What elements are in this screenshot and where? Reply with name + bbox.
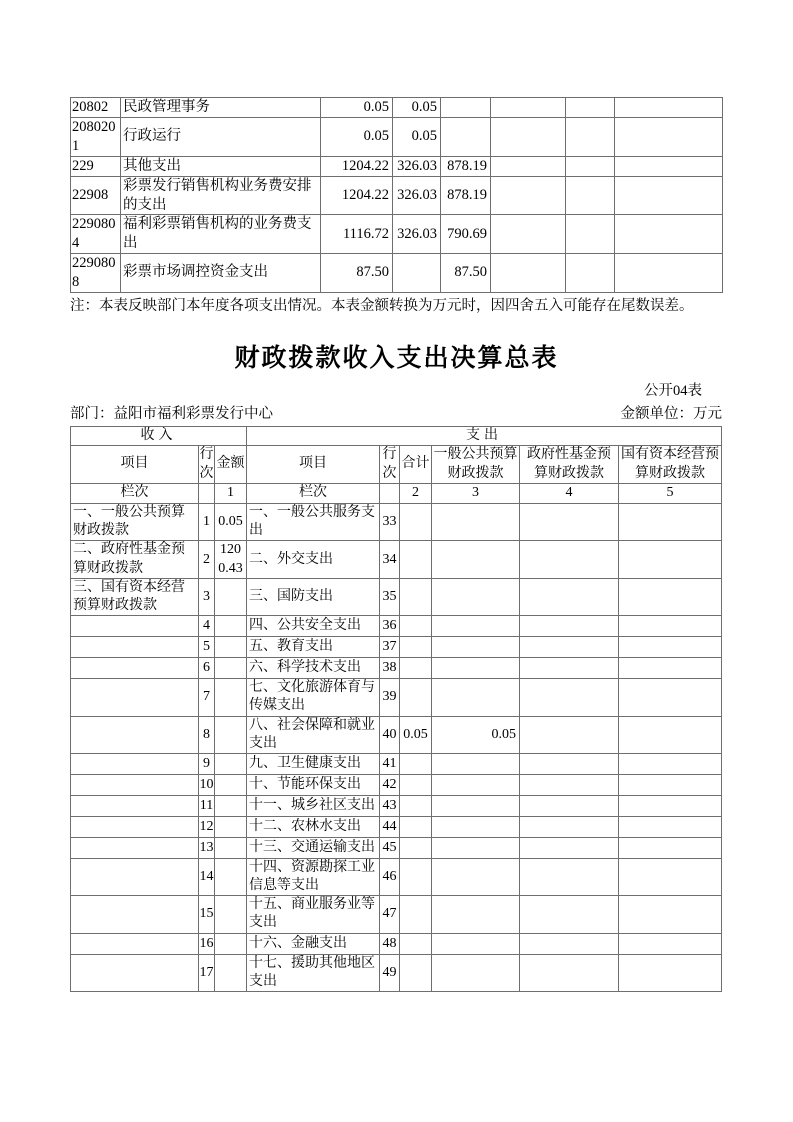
income-amount-header: 金额 xyxy=(215,446,247,484)
total-cell xyxy=(400,816,432,837)
state-capital-cell xyxy=(619,816,722,837)
expenditure-rowno-cell: 46 xyxy=(380,858,400,895)
income-amount-cell xyxy=(215,637,247,658)
expenditure-item-cell: 一、一般公共服务支出 xyxy=(247,504,380,541)
general-budget-cell xyxy=(432,541,520,578)
general-budget-cell xyxy=(432,616,520,637)
total-cell xyxy=(400,858,432,895)
total-cell xyxy=(400,616,432,637)
department-label: 部门：益阳市福利彩票发行中心 xyxy=(70,405,273,422)
table-row xyxy=(71,795,722,816)
expenditure-rowno-cell: 47 xyxy=(380,896,400,933)
amount-total-cell: 1204.22 xyxy=(321,176,393,215)
expenditure-rowno-cell: 40 xyxy=(380,716,400,753)
expenditure-rowno-cell: 38 xyxy=(380,658,400,679)
income-rowno-cell: 13 xyxy=(199,837,215,858)
budget-code-cell: 2290804 xyxy=(71,215,121,254)
income-item-cell xyxy=(71,753,199,774)
total-header: 合计 xyxy=(400,446,432,484)
general-budget-cell xyxy=(432,504,520,541)
table-row xyxy=(71,933,722,954)
fiscal-allocation-summary-table xyxy=(70,426,722,992)
empty-header-cell xyxy=(380,484,400,504)
amount-fund-cell: 878.19 xyxy=(441,156,491,176)
column-index-row xyxy=(71,484,722,504)
gov-fund-cell xyxy=(520,954,619,991)
table-row xyxy=(71,637,722,658)
income-amount-cell xyxy=(215,679,247,716)
income-item-cell xyxy=(71,816,199,837)
income-rowno-cell: 8 xyxy=(199,716,215,753)
state-capital-cell xyxy=(619,753,722,774)
budget-code-cell: 229 xyxy=(71,156,121,176)
empty-cell xyxy=(566,176,615,215)
amount-fund-cell xyxy=(441,98,491,118)
budget-code-cell: 2290808 xyxy=(71,254,121,293)
general-budget-cell xyxy=(432,753,520,774)
income-rowno-cell: 6 xyxy=(199,658,215,679)
income-rowno-cell: 16 xyxy=(199,933,215,954)
income-item-cell xyxy=(71,679,199,716)
gov-fund-cell xyxy=(520,933,619,954)
state-capital-header: 国有资本经营预算财政拨款 xyxy=(619,446,722,484)
gov-fund-cell xyxy=(520,658,619,679)
income-item-cell xyxy=(71,658,199,679)
gov-fund-cell xyxy=(520,795,619,816)
expenditure-rowno-cell: 48 xyxy=(380,933,400,954)
total-cell xyxy=(400,637,432,658)
general-budget-cell xyxy=(432,637,520,658)
column-number: 3 xyxy=(432,484,520,504)
income-rowno-cell: 12 xyxy=(199,816,215,837)
state-capital-cell xyxy=(619,504,722,541)
income-amount-cell xyxy=(215,658,247,679)
expenditure-group-header: 支出 xyxy=(247,426,722,445)
table-row xyxy=(71,254,723,293)
income-item-cell xyxy=(71,858,199,895)
expenditure-rowno-cell: 42 xyxy=(380,774,400,795)
income-rowno-cell: 10 xyxy=(199,774,215,795)
expenditure-item-header: 项目 xyxy=(247,446,380,484)
expenditure-rowno-header: 行次 xyxy=(380,446,400,484)
income-item-cell xyxy=(71,616,199,637)
total-cell xyxy=(400,753,432,774)
state-capital-cell xyxy=(619,774,722,795)
state-capital-cell xyxy=(619,858,722,895)
income-item-cell xyxy=(71,774,199,795)
general-budget-cell xyxy=(432,658,520,679)
state-capital-cell xyxy=(619,679,722,716)
expenditure-rowno-cell: 37 xyxy=(380,637,400,658)
empty-cell xyxy=(491,254,566,293)
amount-fund-cell: 790.69 xyxy=(441,215,491,254)
expenditure-item-cell: 四、公共安全支出 xyxy=(247,616,380,637)
gov-fund-cell xyxy=(520,753,619,774)
general-budget-cell xyxy=(432,954,520,991)
state-capital-cell xyxy=(619,616,722,637)
income-amount-cell xyxy=(215,933,247,954)
income-amount-cell xyxy=(215,837,247,858)
income-rowno-cell: 1 xyxy=(199,504,215,541)
state-capital-cell xyxy=(619,658,722,679)
income-item-cell xyxy=(71,954,199,991)
gov-fund-cell xyxy=(520,774,619,795)
income-item-cell xyxy=(71,896,199,933)
table-row xyxy=(71,541,722,578)
income-amount-cell xyxy=(215,753,247,774)
total-cell xyxy=(400,933,432,954)
total-cell xyxy=(400,896,432,933)
column-number: 2 xyxy=(400,484,432,504)
gov-fund-cell xyxy=(520,716,619,753)
income-rowno-cell: 9 xyxy=(199,753,215,774)
table-meta-row xyxy=(70,402,722,423)
item-name-cell: 其他支出 xyxy=(121,156,321,176)
income-item-cell xyxy=(71,933,199,954)
income-amount-cell: 1200.43 xyxy=(215,541,247,578)
table-row xyxy=(71,858,722,895)
page-title: 财政拨款收入支出决算总表 xyxy=(234,343,559,372)
expenditure-rowno-cell: 41 xyxy=(380,753,400,774)
gov-fund-cell xyxy=(520,837,619,858)
total-cell xyxy=(400,837,432,858)
header-group-row xyxy=(71,426,722,445)
table-row xyxy=(71,98,723,118)
table-row xyxy=(71,837,722,858)
empty-cell xyxy=(615,156,723,176)
amount-total-cell: 1204.22 xyxy=(321,156,393,176)
item-name-cell: 民政管理事务 xyxy=(121,98,321,118)
budget-code-cell: 22908 xyxy=(71,176,121,215)
table-row xyxy=(71,679,722,716)
amount-fund-cell xyxy=(441,118,491,157)
empty-cell xyxy=(566,254,615,293)
lanci-label: 栏次 xyxy=(71,484,199,504)
state-capital-cell xyxy=(619,933,722,954)
expenditure-item-cell: 十六、金融支出 xyxy=(247,933,380,954)
expenditure-rowno-cell: 34 xyxy=(380,541,400,578)
table-row xyxy=(71,578,722,615)
income-item-cell xyxy=(71,837,199,858)
income-item-cell xyxy=(71,795,199,816)
table-note: 注：本表反映部门本年度各项支出情况。本表金额转换为万元时，因四舍五入可能存在尾数误差。 xyxy=(70,297,694,314)
gov-fund-cell xyxy=(520,637,619,658)
general-budget-cell xyxy=(432,578,520,615)
empty-cell xyxy=(566,98,615,118)
expenditure-item-cell: 七、文化旅游体育与传媒支出 xyxy=(247,679,380,716)
empty-cell xyxy=(615,254,723,293)
amount-total-cell: 0.05 xyxy=(321,98,393,118)
general-budget-cell xyxy=(432,896,520,933)
income-amount-cell xyxy=(215,816,247,837)
income-amount-cell: 0.05 xyxy=(215,504,247,541)
expenditure-item-cell: 十四、资源勘探工业信息等支出 xyxy=(247,858,380,895)
income-item-cell: 一、一般公共预算财政拨款 xyxy=(71,504,199,541)
state-capital-cell xyxy=(619,896,722,933)
gov-fund-cell xyxy=(520,858,619,895)
expenditure-item-cell: 十、节能环保支出 xyxy=(247,774,380,795)
item-name-cell: 福利彩票销售机构的业务费支出 xyxy=(121,215,321,254)
state-capital-cell xyxy=(619,837,722,858)
empty-cell xyxy=(566,215,615,254)
expenditure-item-cell: 十三、交通运输支出 xyxy=(247,837,380,858)
gov-fund-cell xyxy=(520,679,619,716)
table-row xyxy=(71,616,722,637)
table-row xyxy=(71,215,723,254)
gov-fund-cell xyxy=(520,896,619,933)
table-row xyxy=(71,118,723,157)
income-group-header: 收入 xyxy=(71,426,247,445)
table-row xyxy=(71,896,722,933)
income-rowno-cell: 17 xyxy=(199,954,215,991)
amount-general-cell: 326.03 xyxy=(393,215,441,254)
empty-cell xyxy=(491,156,566,176)
state-capital-cell xyxy=(619,795,722,816)
table-row xyxy=(71,753,722,774)
expenditure-item-cell: 六、科学技术支出 xyxy=(247,658,380,679)
income-rowno-cell: 7 xyxy=(199,679,215,716)
table-row xyxy=(71,176,723,215)
amount-total-cell: 0.05 xyxy=(321,118,393,157)
state-capital-cell xyxy=(619,578,722,615)
income-rowno-cell: 15 xyxy=(199,896,215,933)
state-capital-cell xyxy=(619,541,722,578)
item-name-cell: 彩票市场调控资金支出 xyxy=(121,254,321,293)
empty-header-cell xyxy=(199,484,215,504)
income-rowno-cell: 3 xyxy=(199,578,215,615)
table-row xyxy=(71,658,722,679)
column-number: 1 xyxy=(215,484,247,504)
expenditure-item-cell: 十二、农林水支出 xyxy=(247,816,380,837)
table-code-label: 公开04表 xyxy=(644,382,702,399)
state-capital-cell xyxy=(619,716,722,753)
expenditure-item-cell: 九、卫生健康支出 xyxy=(247,753,380,774)
expenditure-item-cell: 五、教育支出 xyxy=(247,637,380,658)
expenditure-detail-table xyxy=(70,97,723,293)
empty-cell xyxy=(615,176,723,215)
expenditure-rowno-cell: 43 xyxy=(380,795,400,816)
total-cell xyxy=(400,578,432,615)
amount-total-cell: 87.50 xyxy=(321,254,393,293)
table-row xyxy=(71,156,723,176)
gov-fund-cell xyxy=(520,578,619,615)
expenditure-item-cell: 十五、商业服务业等支出 xyxy=(247,896,380,933)
unit-label: 金额单位：万元 xyxy=(620,405,722,422)
gov-fund-cell xyxy=(520,541,619,578)
income-rowno-cell: 14 xyxy=(199,858,215,895)
expenditure-item-cell: 二、外交支出 xyxy=(247,541,380,578)
income-amount-cell xyxy=(215,795,247,816)
income-item-cell xyxy=(71,637,199,658)
amount-general-cell: 0.05 xyxy=(393,98,441,118)
general-budget-header: 一般公共预算财政拨款 xyxy=(432,446,520,484)
amount-general-cell: 326.03 xyxy=(393,156,441,176)
empty-cell xyxy=(615,215,723,254)
income-rowno-cell: 5 xyxy=(199,637,215,658)
gov-fund-cell xyxy=(520,816,619,837)
empty-cell xyxy=(615,98,723,118)
budget-code-cell: 2080201 xyxy=(71,118,121,157)
amount-total-cell: 1116.72 xyxy=(321,215,393,254)
income-amount-cell xyxy=(215,954,247,991)
income-amount-cell xyxy=(215,716,247,753)
table-row xyxy=(71,504,722,541)
expenditure-rowno-cell: 44 xyxy=(380,816,400,837)
gov-fund-cell xyxy=(520,504,619,541)
expenditure-item-cell: 十七、援助其他地区支出 xyxy=(247,954,380,991)
general-budget-cell xyxy=(432,837,520,858)
header-columns-row xyxy=(71,446,722,484)
income-rowno-cell: 4 xyxy=(199,616,215,637)
table-row xyxy=(71,816,722,837)
amount-general-cell xyxy=(393,254,441,293)
table-row xyxy=(71,954,722,991)
income-rowno-cell: 11 xyxy=(199,795,215,816)
amount-fund-cell: 878.19 xyxy=(441,176,491,215)
total-cell xyxy=(400,774,432,795)
amount-general-cell: 0.05 xyxy=(393,118,441,157)
table-row xyxy=(71,774,722,795)
income-rowno-cell: 2 xyxy=(199,541,215,578)
general-budget-cell xyxy=(432,816,520,837)
budget-code-cell: 20802 xyxy=(71,98,121,118)
lanci-label: 栏次 xyxy=(247,484,380,504)
income-item-cell: 二、政府性基金预算财政拨款 xyxy=(71,541,199,578)
total-cell xyxy=(400,954,432,991)
expenditure-rowno-cell: 36 xyxy=(380,616,400,637)
column-number: 4 xyxy=(520,484,619,504)
income-amount-cell xyxy=(215,896,247,933)
general-budget-cell xyxy=(432,679,520,716)
general-budget-cell: 0.05 xyxy=(432,716,520,753)
total-cell: 0.05 xyxy=(400,716,432,753)
expenditure-rowno-cell: 39 xyxy=(380,679,400,716)
amount-general-cell: 326.03 xyxy=(393,176,441,215)
expenditure-rowno-cell: 49 xyxy=(380,954,400,991)
expenditure-rowno-cell: 35 xyxy=(380,578,400,615)
income-amount-cell xyxy=(215,616,247,637)
empty-cell xyxy=(491,215,566,254)
general-budget-cell xyxy=(432,795,520,816)
state-capital-cell xyxy=(619,637,722,658)
empty-cell xyxy=(566,156,615,176)
general-budget-cell xyxy=(432,933,520,954)
gov-fund-cell xyxy=(520,616,619,637)
income-item-cell: 三、国有资本经营预算财政拨款 xyxy=(71,578,199,615)
expenditure-rowno-cell: 45 xyxy=(380,837,400,858)
total-cell xyxy=(400,541,432,578)
income-rowno-header: 行次 xyxy=(199,446,215,484)
empty-cell xyxy=(615,118,723,157)
expenditure-item-cell: 三、国防支出 xyxy=(247,578,380,615)
empty-cell xyxy=(566,118,615,157)
column-number: 5 xyxy=(619,484,722,504)
total-cell xyxy=(400,504,432,541)
amount-fund-cell: 87.50 xyxy=(441,254,491,293)
empty-cell xyxy=(491,118,566,157)
income-amount-cell xyxy=(215,774,247,795)
general-budget-cell xyxy=(432,774,520,795)
empty-cell xyxy=(491,176,566,215)
empty-cell xyxy=(491,98,566,118)
total-cell xyxy=(400,658,432,679)
income-item-header: 项目 xyxy=(71,446,199,484)
expenditure-rowno-cell: 33 xyxy=(380,504,400,541)
item-name-cell: 彩票发行销售机构业务费安排的支出 xyxy=(121,176,321,215)
gov-fund-header: 政府性基金预算财政拨款 xyxy=(520,446,619,484)
income-amount-cell xyxy=(215,858,247,895)
state-capital-cell xyxy=(619,954,722,991)
income-amount-cell xyxy=(215,578,247,615)
table-row xyxy=(71,716,722,753)
expenditure-item-cell: 十一、城乡社区支出 xyxy=(247,795,380,816)
expenditure-item-cell: 八、社会保障和就业支出 xyxy=(247,716,380,753)
general-budget-cell xyxy=(432,858,520,895)
item-name-cell: 行政运行 xyxy=(121,118,321,157)
income-item-cell xyxy=(71,716,199,753)
total-cell xyxy=(400,679,432,716)
total-cell xyxy=(400,795,432,816)
